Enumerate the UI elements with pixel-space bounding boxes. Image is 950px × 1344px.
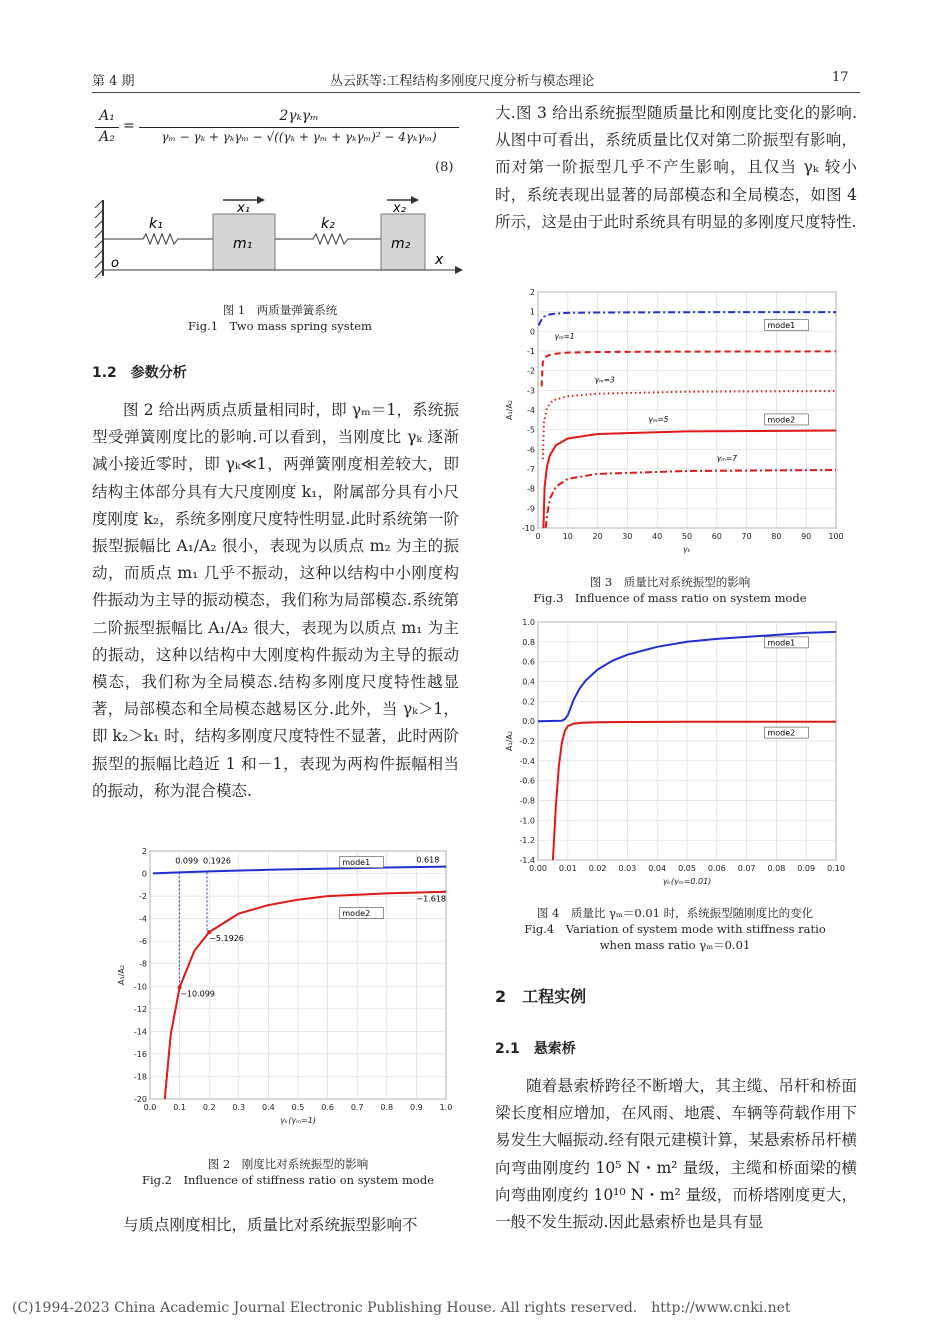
label-o: o xyxy=(111,256,119,271)
label-k1: k₁ xyxy=(149,216,163,232)
annotation-01926: 0.1926 xyxy=(203,856,232,866)
figure-1-diagram xyxy=(95,188,465,288)
series-label-gm7: γₘ=7 xyxy=(716,454,737,464)
y-tick-label: -8 xyxy=(139,959,147,969)
header-title: 丛云跃等:工程结构多刚度尺度分析与模态理论 xyxy=(330,74,595,89)
y-tick-label: -0.6 xyxy=(519,776,535,786)
x-tick-label: 0.8 xyxy=(380,1103,394,1112)
fig4-caption-cn: 图 4 质量比 γₘ＝0.01 时，系统振型随刚度比的变化 xyxy=(536,906,814,920)
fig3-caption-cn: 图 3 质量比对系统振型的影响 xyxy=(589,575,751,589)
x-tick-label: 0.09 xyxy=(797,864,816,873)
x-tick-label: 0.5 xyxy=(291,1103,305,1112)
x-tick-label: 0.06 xyxy=(707,864,726,873)
y-tick-label: -0.2 xyxy=(519,737,535,746)
y-tick-label: 0 xyxy=(141,869,147,879)
x-tick-label: 0.7 xyxy=(350,1103,364,1112)
y-axis-label: A₁/A₂ xyxy=(505,730,514,752)
y-tick-label: -0.4 xyxy=(519,756,535,766)
x-tick-label: 40 xyxy=(652,532,663,541)
fig3-caption-en: Fig.3 Influence of mass ratio on system mode xyxy=(533,591,807,605)
y-axis-label: A₁/A₂ xyxy=(505,399,514,421)
eq-number: (8) xyxy=(435,160,454,175)
label-m2: m₂ xyxy=(391,236,411,252)
y-tick-label: 2 xyxy=(529,288,535,297)
legend-label-mode2: mode2 xyxy=(767,415,796,425)
y-tick-label: -1.4 xyxy=(519,856,535,865)
figure-2-chart xyxy=(118,845,458,1145)
y-axis-label: A₁/A₂ xyxy=(117,964,126,986)
y-tick-label: 1 xyxy=(529,307,535,317)
section-1-2-heading: 1.2 参数分析 xyxy=(92,365,187,381)
x-tick-label: 0.03 xyxy=(618,864,637,873)
x-tick-label: 1.0 xyxy=(439,1103,453,1112)
x-tick-label: 0.01 xyxy=(558,864,577,873)
section-2-heading: 2 工程实例 xyxy=(495,987,587,1006)
fig4-caption-en-2: when mass ratio γₘ＝0.01 xyxy=(599,938,751,952)
y-tick-label: -10 xyxy=(521,524,535,533)
x-tick-label: 0.00 xyxy=(529,864,547,873)
y-tick-label: 0.4 xyxy=(522,677,535,687)
x-tick-label: 70 xyxy=(741,532,752,541)
annotation-m51926: −5.1926 xyxy=(209,934,244,944)
y-tick-label: -10 xyxy=(133,982,147,992)
y-tick-label: -0.8 xyxy=(519,796,535,806)
x-tick-label: 0.05 xyxy=(678,864,696,873)
copyright-footer: (C)1994-2023 China Academic Journal Electronic Publishing House. All rights reserved. http://www.cnki.net xyxy=(12,1300,791,1316)
legend-label-mode1: mode1 xyxy=(342,858,371,868)
series-label-gm3: γₘ=3 xyxy=(594,375,615,385)
x-tick-label: 50 xyxy=(681,532,693,541)
x-tick-label: 100 xyxy=(828,532,844,541)
x-tick-label: 90 xyxy=(801,532,812,541)
fig2-caption-cn: 图 2 刚度比对系统振型的影响 xyxy=(207,1157,369,1171)
fig1-caption-en: Fig.1 Two mass spring system xyxy=(188,319,372,333)
x-tick-label: 0.07 xyxy=(737,864,756,873)
y-tick-label: -6 xyxy=(527,445,535,455)
y-tick-label: -2 xyxy=(139,892,147,902)
x-tick-label: 0.08 xyxy=(767,864,786,873)
fig4-caption-en-1: Fig.4 Variation of system mode with stiffness ratio xyxy=(524,922,826,936)
eq-rhs-den: γₘ − γₖ + γₖγₘ − √((γₖ + γₘ + γₖγₘ)² − 4γₖγₘ) xyxy=(161,130,437,144)
y-tick-label: -5 xyxy=(527,425,535,435)
y-tick-label: -12 xyxy=(133,1004,147,1014)
y-tick-label: -6 xyxy=(139,937,147,947)
figure-3-chart xyxy=(488,284,858,574)
y-tick-label: -1.0 xyxy=(519,816,535,826)
label-x2: x₂ xyxy=(393,201,406,216)
paragraph-right-2: 随着悬索桥跨径不断增大，其主缆、吊杆和桥面梁长度相应增加，在风雨、地震、车辆等荷载作用下易发生大幅振动.经有限元建模计算，某悬索桥吊杆横向弯曲刚度约 10⁵ N・m² 量级，主缆和桥面梁的横向弯曲刚度约 10¹⁰ N・m² 量级，而桥塔刚度更大，一般不发生振动.因此悬索桥也是具有显 xyxy=(495,1077,857,1232)
y-tick-label: -20 xyxy=(133,1095,147,1104)
y-tick-label: 0 xyxy=(529,327,535,337)
y-tick-label: -4 xyxy=(527,406,535,415)
equation-8: A₁ A₂ = 2γₖγₘ γₘ − γₖ + γₖγₘ − √((γₖ + γₘ + γₖγₘ)² − 4γₖγₘ) (8) xyxy=(95,108,465,178)
legend-label-mode2: mode2 xyxy=(767,728,796,738)
x-tick-label: 80 xyxy=(771,532,782,541)
y-tick-label: -8 xyxy=(527,484,535,494)
x-tick-label: 20 xyxy=(592,532,603,541)
legend-label-mode1: mode1 xyxy=(767,638,796,648)
label-m1: m₁ xyxy=(233,236,253,252)
series-label-gm5: γₘ=5 xyxy=(648,414,669,424)
header-issue: 第 4 期 xyxy=(92,74,135,89)
figure-4-chart xyxy=(488,614,858,904)
section-2-1-heading: 2.1 悬索桥 xyxy=(495,1041,576,1057)
x-tick-label: 0.0 xyxy=(143,1103,157,1112)
x-tick-label: 0 xyxy=(535,532,541,541)
x-axis-label: γₖ xyxy=(682,545,692,554)
eq-lhs-den: A₂ xyxy=(99,129,115,145)
spring-k2 xyxy=(275,234,381,244)
fig1-caption-cn: 图 1 两质量弹簧系统 xyxy=(222,303,338,317)
y-tick-label: -3 xyxy=(527,386,535,396)
x-axis-label: γₖ(γₘ=1) xyxy=(280,1116,316,1125)
y-tick-label: -2 xyxy=(527,366,535,376)
y-tick-label: -7 xyxy=(527,465,535,474)
x-tick-label: 30 xyxy=(622,532,633,541)
x-tick-label: 0.2 xyxy=(202,1103,216,1112)
series-label-gm1: γₘ=1 xyxy=(554,332,575,342)
x-tick-label: 0.02 xyxy=(588,864,607,873)
y-tick-label: -1.2 xyxy=(519,836,535,846)
x-tick-label: 0.04 xyxy=(648,864,667,873)
spring-k1 xyxy=(103,234,213,244)
y-tick-label: -14 xyxy=(133,1027,147,1037)
y-tick-label: 0.2 xyxy=(522,697,535,707)
header-page: 17 xyxy=(832,70,849,85)
legend-label-mode1: mode1 xyxy=(767,321,796,331)
y-tick-label: 0.0 xyxy=(522,717,535,727)
fig2-caption-en: Fig.2 Influence of stiffness ratio on system mode xyxy=(141,1173,434,1187)
y-tick-label: 2 xyxy=(141,847,147,856)
y-tick-label: -9 xyxy=(527,504,535,514)
eq-lhs-num: A₁ xyxy=(99,108,115,124)
x-tick-label: 0.10 xyxy=(827,864,845,873)
x-axis-label: γₖ(γₘ=0.01) xyxy=(662,877,712,886)
y-tick-label: -4 xyxy=(139,914,147,924)
annotation-0099: 0.099 xyxy=(175,856,199,866)
y-tick-label: -18 xyxy=(133,1072,147,1082)
y-tick-label: 0.6 xyxy=(522,657,535,667)
y-tick-label: -16 xyxy=(133,1049,147,1059)
paragraph-right-1: 大.图 3 给出系统振型随质量比和刚度比变化的影响.从图中可看出，系统质量比仅对第二阶振型有影响，而对第一阶振型几乎不产生影响，且仅当 γₖ 较小时，系统表现出显著的局部模态和全局模态，如图 4 所示，这是由于此时系统具有明显的多刚度尺度特性. xyxy=(495,104,857,231)
x-tick-label: 0.4 xyxy=(262,1103,275,1112)
label-k2: k₂ xyxy=(321,216,335,232)
y-tick-label: 1.0 xyxy=(522,618,535,627)
eq-rhs-num: 2γₖγₘ xyxy=(279,108,319,124)
legend-label-mode2: mode2 xyxy=(342,908,371,918)
annotation-0618: 0.618 xyxy=(416,855,440,865)
annotation-point xyxy=(207,930,211,934)
x-tick-label: 0.3 xyxy=(232,1103,246,1112)
x-tick-label: 0.6 xyxy=(321,1103,334,1112)
header-rule xyxy=(92,92,860,93)
annotation-m1618: −1.618 xyxy=(416,894,447,904)
x-tick-label: 10 xyxy=(562,532,573,541)
label-x: x xyxy=(435,252,444,268)
paragraph-left-1: 图 2 给出两质点质量相同时，即 γₘ＝1，系统振型受弹簧刚度比的影响.可以看到，当刚度比 γₖ 逐渐减小接近零时，即 γₖ≪1，两弹簧刚度相差较大，即结构主体部分具有大尺度刚度 k₁，附属部分具有小尺度刚度 k₂，系统多刚度尺度特性明显.此时系统第一阶振型振幅比 A₁/A₂ 很小，表现为以质点 m₂ 为主的振动，而质点 m₁ 几乎不振动，这种以结构中小刚度构件振动为主导的振动模态，我们称为局部模态.系统第二阶振型振幅比 A₁/A₂ 很大，表现为以质点 m₁ 为主的振动，这种以结构中大刚度构件振动为主导的振动模态，我们称为全局模态.结构多刚度尺度特性越显著，局部模态和全局模态越易区分.此外，当 γₖ＞1，即 k₂＞k₁ 时，结构多刚度尺度特性不显著，此时两阶振型的振幅比趋近 1 和－1，表现为两构件振幅相当的振动，称为混合模态. xyxy=(92,401,459,800)
x-tick-label: 60 xyxy=(711,532,722,541)
x-tick-label: 0.9 xyxy=(410,1103,423,1112)
y-tick-label: -1 xyxy=(527,347,535,356)
annotation-point xyxy=(178,985,182,989)
annotation-m10099: −10.099 xyxy=(180,989,215,999)
paragraph-left-2: 与质点刚度相比，质量比对系统振型影响不 xyxy=(123,1216,418,1234)
y-tick-label: 0.8 xyxy=(522,637,535,647)
label-x1: x₁ xyxy=(237,201,250,216)
x-tick-label: 0.1 xyxy=(173,1103,186,1112)
